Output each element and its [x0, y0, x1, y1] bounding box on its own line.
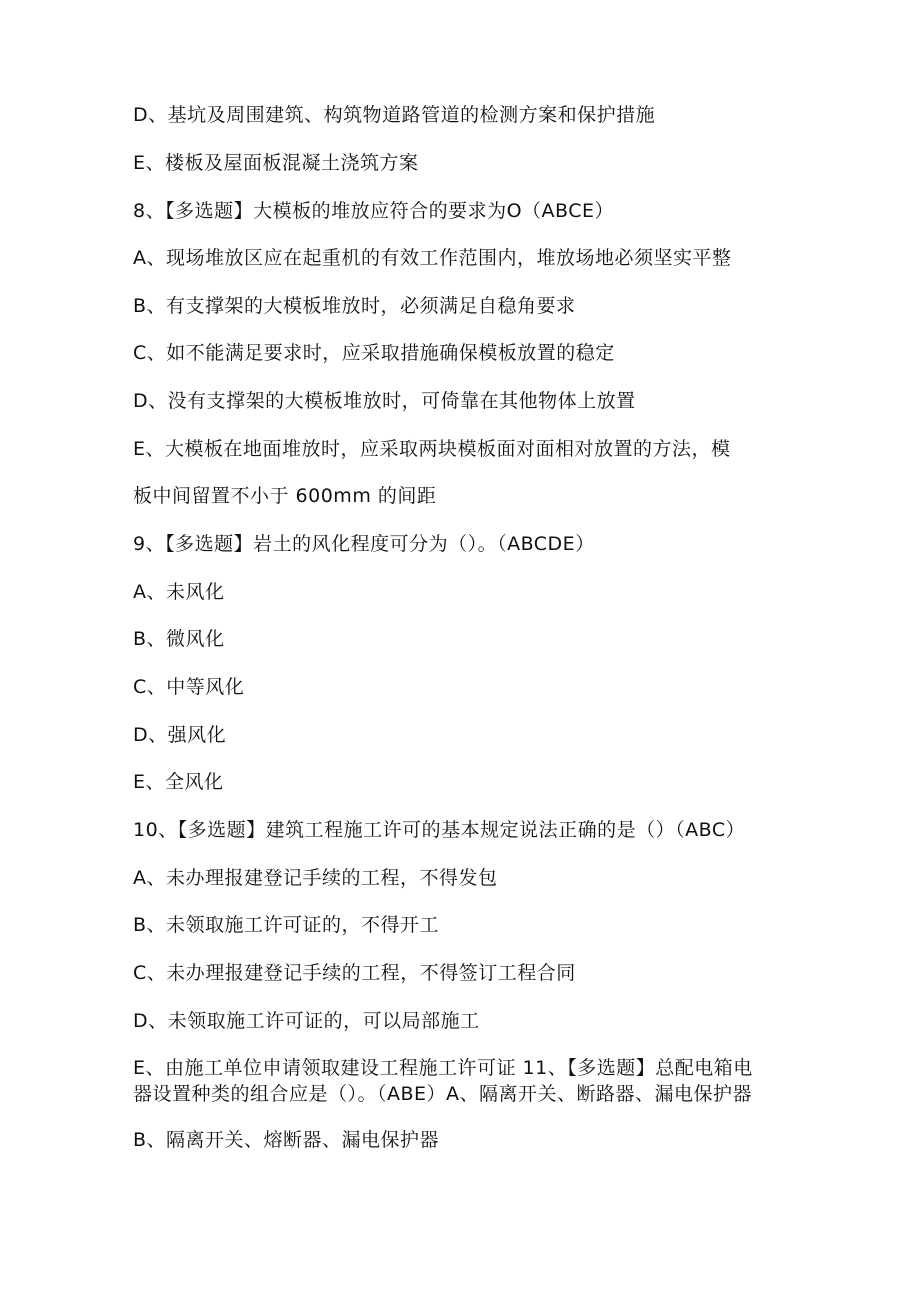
text-line: D、基坑及周围建筑、构筑物道路管道的检测方案和保护措施 [133, 104, 656, 126]
text-line: E、由施工单位申请领取建设工程施工许可证 11、【多选题】总配电箱电 [133, 1057, 753, 1079]
text-line: B、有支撑架的大模板堆放时，必须满足自稳角要求 [133, 295, 576, 317]
text-line: E、大模板在地面堆放时，应采取两块模板面对面相对放置的方法，模 [133, 438, 731, 460]
text-line: D、强风化 [133, 724, 227, 746]
question-10-title: 10、【多选题】建筑工程施工许可的基本规定说法正确的是（）（ABC） [133, 819, 746, 841]
text-line: E、楼板及屋面板混凝土浇筑方案 [133, 152, 419, 174]
text-line: B、隔离开关、熔断器、漏电保护器 [133, 1129, 440, 1151]
text-line: 板中间留置不小于 600mm 的间距 [133, 485, 437, 507]
text-line: E、全风化 [133, 771, 224, 793]
question-9-title: 9、【多选题】岩土的风化程度可分为（）。（ABCDE） [133, 533, 595, 555]
text-line: C、未办理报建登记手续的工程，不得签订工程合同 [133, 962, 576, 984]
question-8-title: 8、【多选题】大模板的堆放应符合的要求为O（ABCE） [133, 200, 615, 222]
text-line: B、未领取施工许可证的，不得开工 [133, 914, 440, 936]
text-line: A、现场堆放区应在起重机的有效工作范围内，堆放场地必须坚实平整 [133, 247, 732, 269]
text-line: A、未风化 [133, 581, 225, 603]
text-line: C、中等风化 [133, 676, 245, 698]
text-line: C、如不能满足要求时，应采取措施确保模板放置的稳定 [133, 342, 615, 364]
text-line: 器设置种类的组合应是（）。（ABE）A、隔离开关、断路器、漏电保护器 [133, 1083, 753, 1105]
text-line: A、未办理报建登记手续的工程，不得发包 [133, 867, 498, 889]
text-line: D、未领取施工许可证的，可以局部施工 [133, 1010, 480, 1032]
text-line: D、没有支撑架的大模板堆放时，可倚靠在其他物体上放置 [133, 390, 636, 412]
text-line: B、微风化 [133, 628, 225, 650]
